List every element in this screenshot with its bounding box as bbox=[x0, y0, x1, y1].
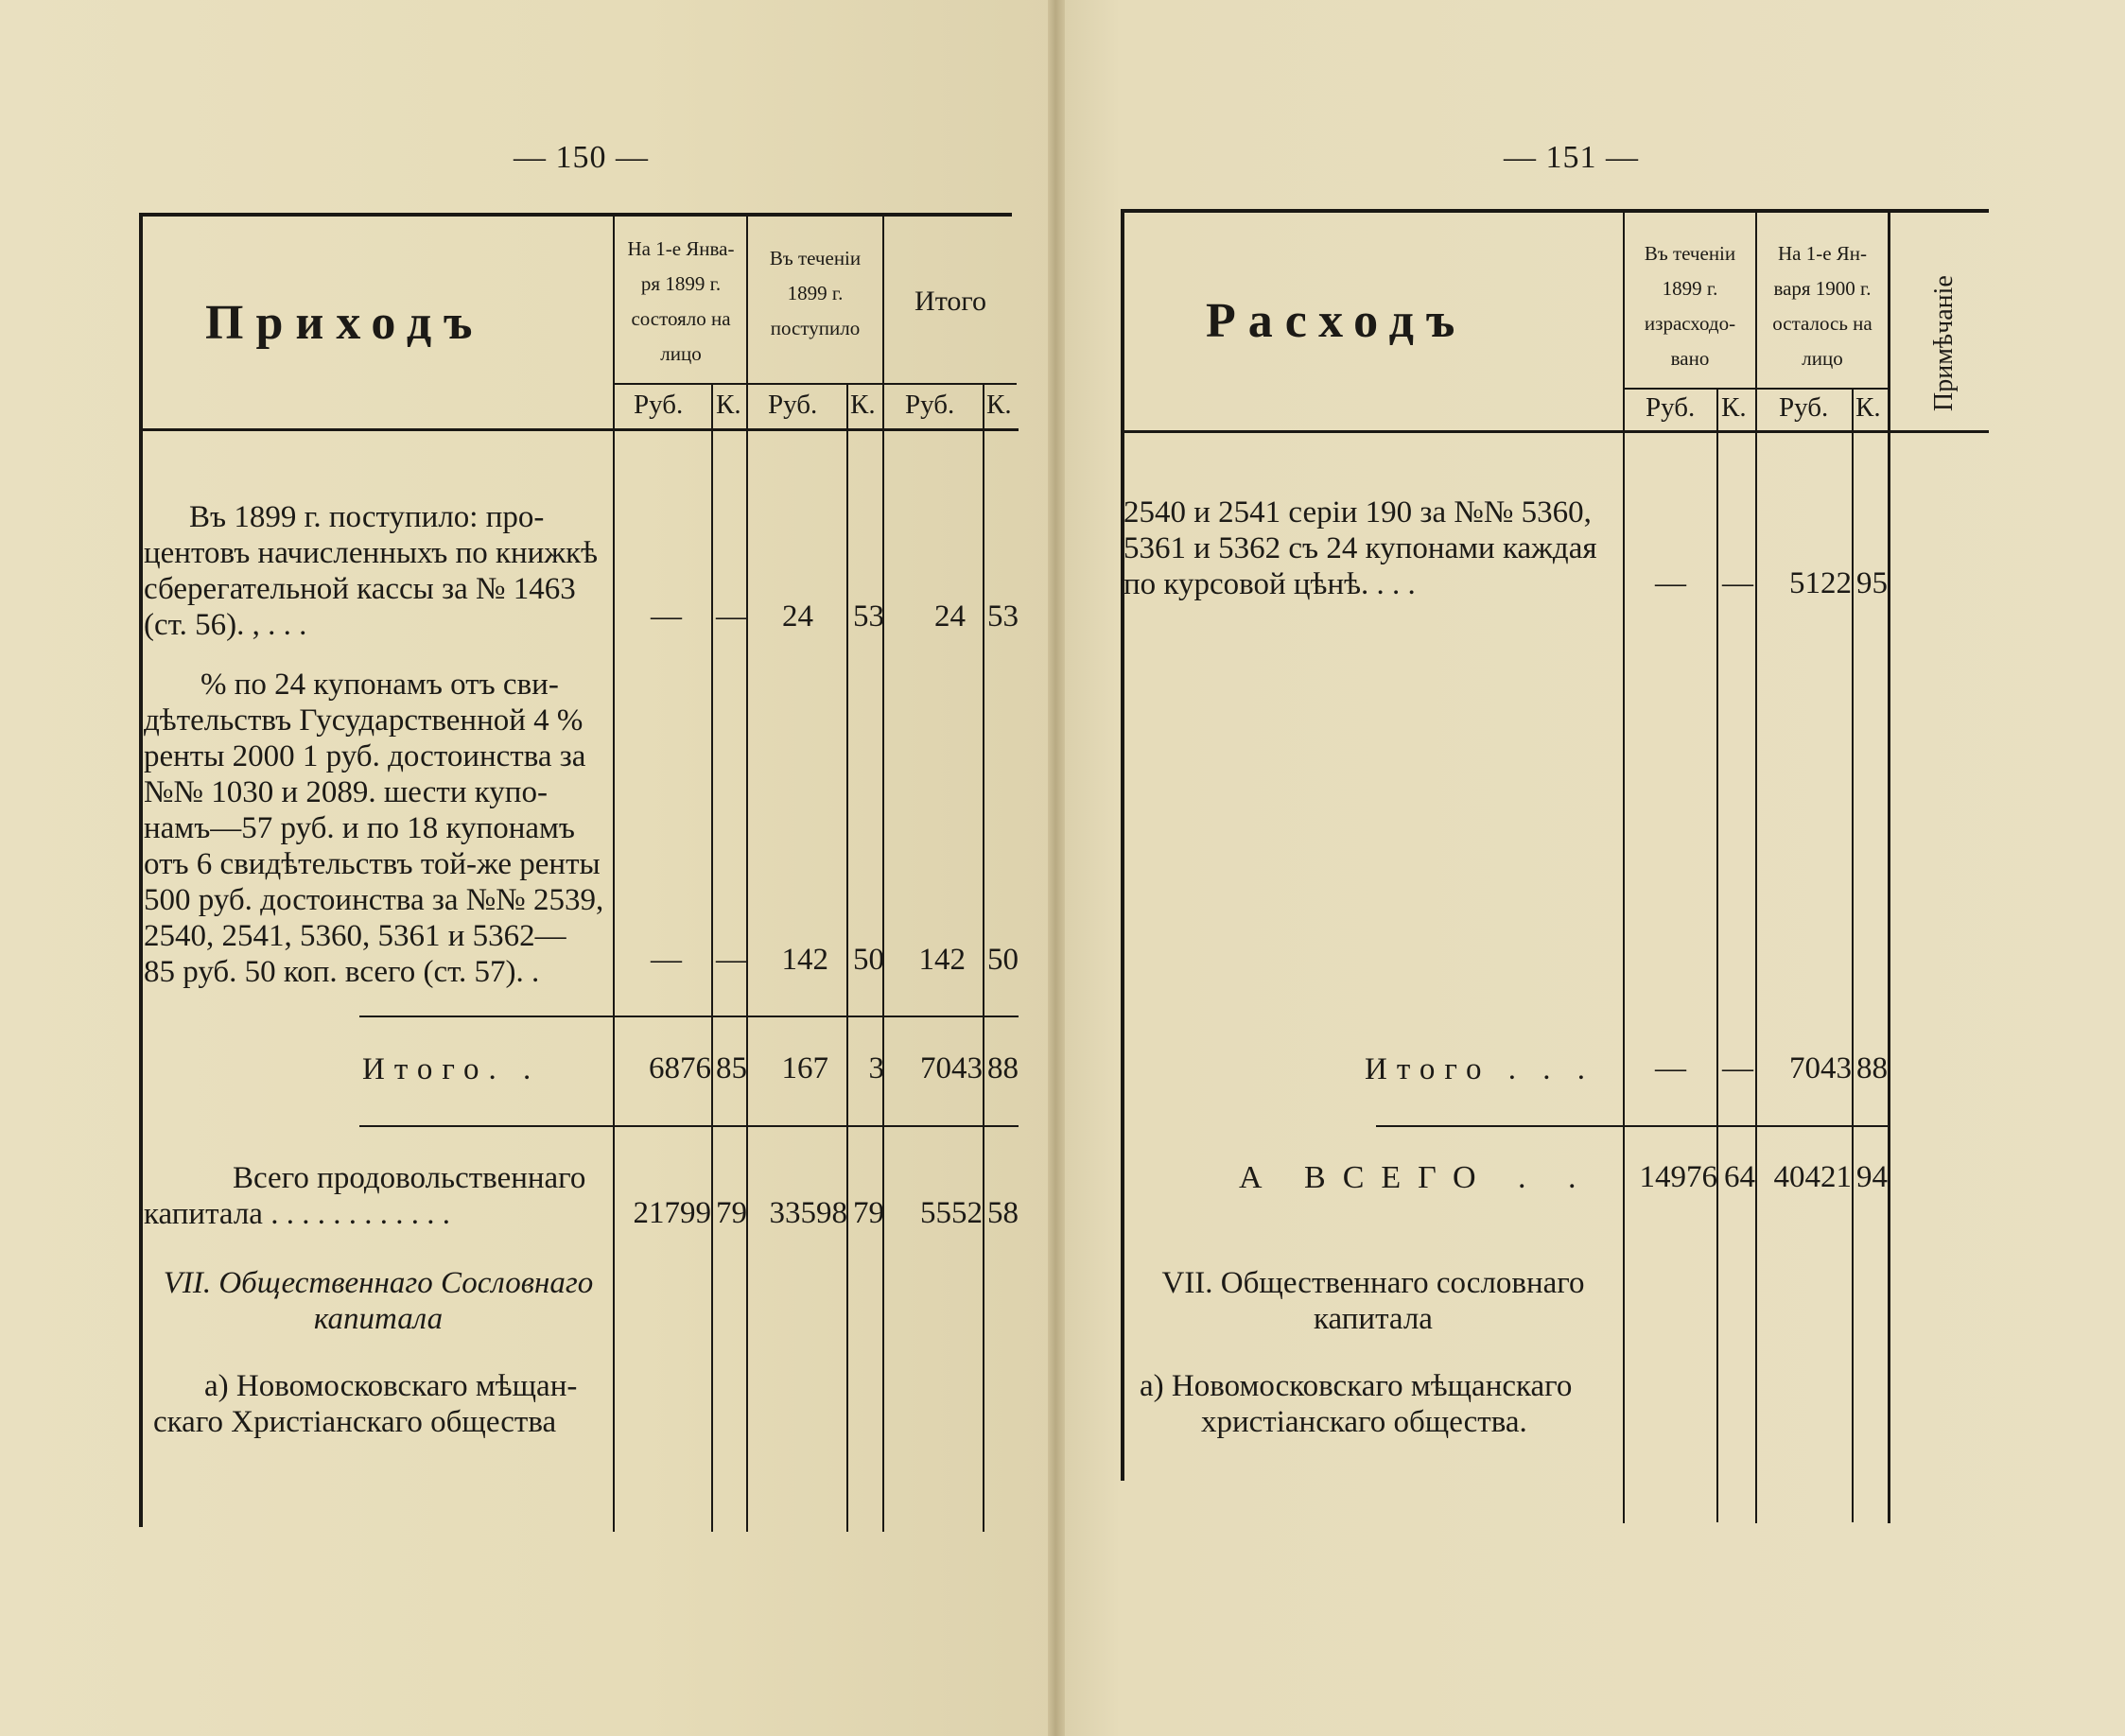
unit-rub: Руб. bbox=[1779, 392, 1829, 423]
cell: 14976 bbox=[1639, 1160, 1717, 1194]
cell: 64 bbox=[1724, 1160, 1755, 1194]
cell: — bbox=[1655, 1051, 1686, 1085]
income-entry-2: % по 24 купонамъ отъ сви- дѣтельствъ Гусударственной 4 % ренты 2000 1 руб. достоинства за №№ 1030 и 2089. шести купо- намъ—57 руб. и по 18 купонамъ отъ 6 свидѣтельствъ той-же ренты 500 руб. достоинства за №№ 2539, 2540, 2541, 5360, 5361 и 5362— 85 руб. 50 коп. всего (ст. 57). . bbox=[144, 668, 604, 989]
header-during-1899: Въ теченіи 1899 г. поступило bbox=[769, 247, 862, 339]
col-divider bbox=[746, 213, 748, 1532]
col-divider bbox=[1755, 209, 1757, 1523]
unit-rub: Руб. bbox=[905, 390, 955, 420]
total-rule bbox=[359, 1125, 1019, 1127]
header-bottom-rule bbox=[1121, 430, 1989, 433]
col-divider bbox=[613, 213, 615, 1532]
cell: 95 bbox=[1856, 566, 1888, 600]
cell: — bbox=[651, 599, 682, 634]
cell: 40421 bbox=[1773, 1160, 1852, 1194]
cell: — bbox=[651, 943, 682, 977]
cell: 142 bbox=[918, 943, 966, 977]
cell: 24 bbox=[782, 599, 813, 634]
unit-kop: К. bbox=[1721, 392, 1747, 423]
col-divider bbox=[1716, 388, 1718, 1522]
section-heading-right: VII. Общественнаго сословнаго капитала bbox=[1161, 1266, 1585, 1336]
itogo-label: Итого. . bbox=[362, 1052, 541, 1086]
unit-kop: К. bbox=[1855, 392, 1881, 423]
subtotal-rule bbox=[359, 1016, 1019, 1017]
cell: — bbox=[716, 943, 747, 977]
cell: 7043 bbox=[920, 1051, 983, 1085]
unit-rub: Руб. bbox=[1646, 392, 1696, 423]
expense-entry-1: 2540 и 2541 серіи 190 за №№ 5360, 5361 и 5362 съ 24 купонами каждая по курсовой цѣнѣ. . . . bbox=[1123, 495, 1597, 601]
expense-title: Расходъ bbox=[1206, 294, 1468, 348]
header-total: Итого bbox=[914, 286, 986, 317]
right-page bbox=[1056, 0, 2125, 1736]
cell: 53 bbox=[987, 599, 1019, 634]
cell: 53 bbox=[853, 599, 884, 634]
cell: — bbox=[716, 599, 747, 634]
table-left-border bbox=[139, 213, 143, 1527]
unit-rub: Руб. bbox=[768, 390, 818, 420]
unit-rub: Руб. bbox=[634, 390, 684, 420]
cell: 3 bbox=[868, 1051, 884, 1085]
cell: 33598 bbox=[769, 1196, 847, 1230]
book-spine bbox=[1048, 0, 1065, 1736]
header-bottom-rule bbox=[139, 428, 1019, 431]
table-top-rule bbox=[139, 213, 1012, 217]
total-rule bbox=[1376, 1125, 1890, 1127]
cell: 88 bbox=[987, 1051, 1019, 1085]
cell: 79 bbox=[853, 1196, 884, 1230]
income-title: Приходъ bbox=[205, 296, 485, 350]
col-divider bbox=[1888, 209, 1890, 1523]
cell: 88 bbox=[1856, 1051, 1888, 1085]
header-jan-1899: На 1-е Янва- ря 1899 г. состояло на лицо bbox=[627, 237, 735, 365]
cell: 6876 bbox=[649, 1051, 711, 1085]
header-during-1899: Въ теченіи 1899 г. израсходо- вано bbox=[1644, 242, 1736, 370]
cell: 7043 bbox=[1789, 1051, 1852, 1085]
unit-rule bbox=[613, 383, 1017, 385]
unit-rule bbox=[1623, 388, 1890, 390]
col-divider bbox=[1852, 388, 1854, 1522]
page-number-right: — 151 — bbox=[1504, 140, 1639, 175]
col-divider bbox=[1623, 209, 1625, 1523]
cell: 79 bbox=[716, 1196, 747, 1230]
header-jan-1900: На 1-е Ян- варя 1900 г. осталось на лицо bbox=[1772, 242, 1872, 370]
cell: 21799 bbox=[633, 1196, 711, 1230]
cell: 142 bbox=[781, 943, 828, 977]
cell: 167 bbox=[781, 1051, 828, 1085]
income-entry-1: Въ 1899 г. поступило: про- центовъ начисленныхъ по книжкѣ сберегательной кассы за № 1463 (ст. 56). , . . . bbox=[144, 500, 599, 642]
header-note: Примѣчаніе bbox=[1929, 275, 1959, 411]
cell: 5552 bbox=[920, 1196, 983, 1230]
section-heading-left: VII. Общественнаго Сословнаго капитала bbox=[163, 1266, 594, 1336]
vsego-label: А ВСЕГО . . bbox=[1239, 1160, 1594, 1195]
unit-kop: К. bbox=[986, 390, 1012, 420]
cell: — bbox=[1655, 566, 1686, 600]
unit-kop: К. bbox=[850, 390, 876, 420]
cell: 50 bbox=[853, 943, 884, 977]
unit-kop: К. bbox=[716, 390, 741, 420]
cell: — bbox=[1722, 566, 1753, 600]
cell: 94 bbox=[1856, 1160, 1888, 1194]
vsego-label: Всего продовольственнаго капитала . . . . . . . . . . . . bbox=[144, 1161, 586, 1231]
col-divider bbox=[882, 213, 884, 1532]
cell: 85 bbox=[716, 1051, 747, 1085]
cell: 5122 bbox=[1789, 566, 1852, 600]
cell: — bbox=[1722, 1051, 1753, 1085]
cell: 50 bbox=[987, 943, 1019, 977]
cell: 24 bbox=[934, 599, 966, 634]
col-divider bbox=[711, 383, 713, 1532]
cell: 58 bbox=[987, 1196, 1019, 1230]
section-sub-right: а) Новомосковскаго мѣщанскаго христіанскаго общества. bbox=[1140, 1369, 1573, 1439]
table-top-rule bbox=[1121, 209, 1989, 213]
itogo-label: Итого . . . bbox=[1365, 1052, 1595, 1086]
page-number-left: — 150 — bbox=[514, 140, 649, 175]
section-sub-left: а) Новомосковскаго мѣщан- скаго Христіанскаго общества bbox=[153, 1369, 578, 1439]
